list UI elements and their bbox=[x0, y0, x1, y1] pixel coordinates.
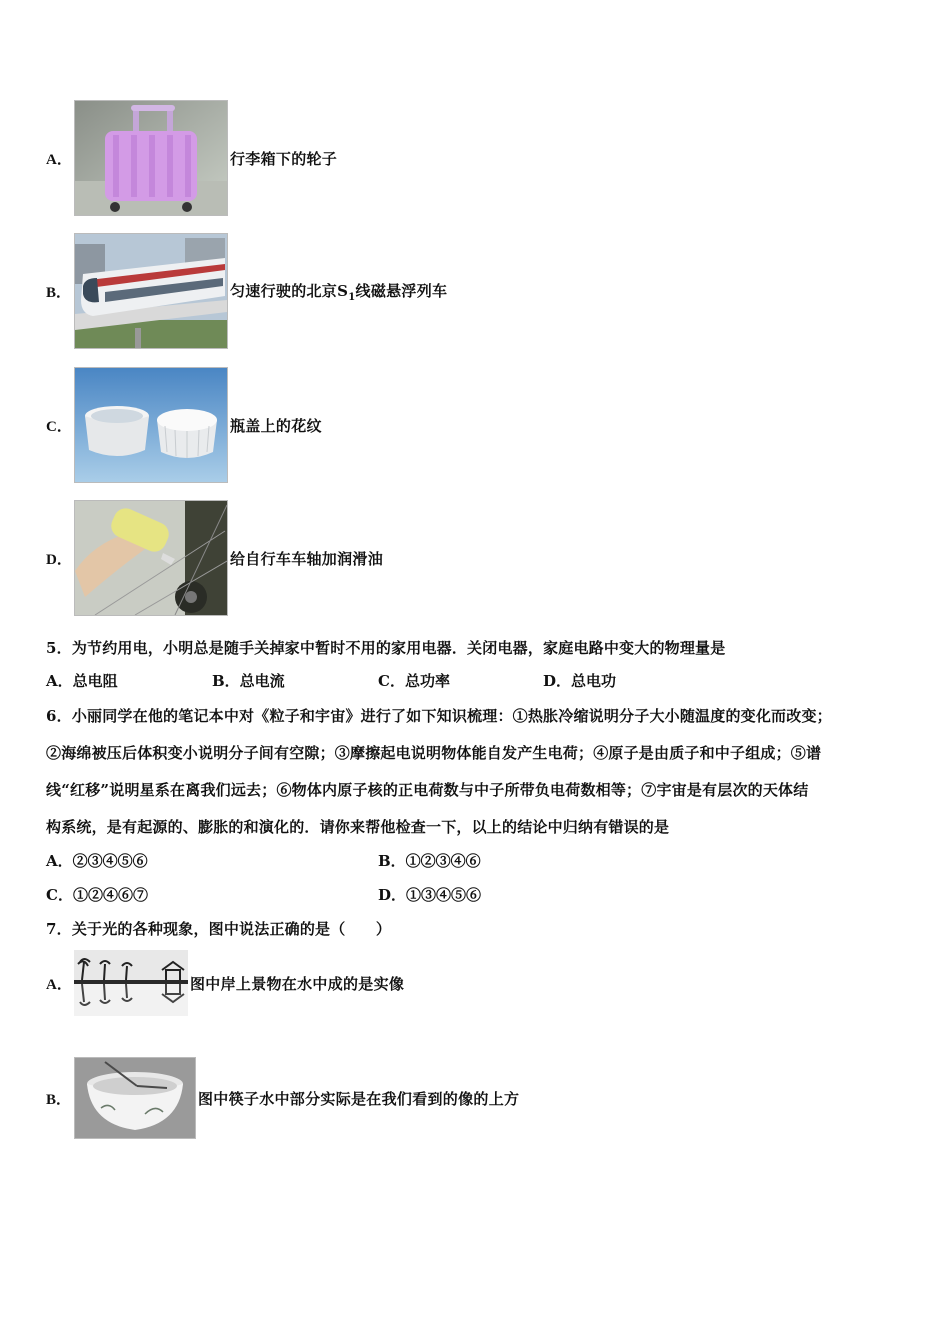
q6-line-3: 线“红移”说明星系在离我们远去；⑥物体内原子核的正电荷数与中子所带负电荷数相等；⑦宇宙是有层次的天体结 bbox=[46, 781, 809, 799]
chopstick-bowl-image bbox=[74, 1057, 196, 1139]
q7-option-a bbox=[46, 950, 404, 1016]
q7-option-b bbox=[46, 1057, 519, 1139]
q4-option-d bbox=[46, 500, 383, 616]
q7-stem: 7．关于光的各种现象，图中说法正确的是（ ） bbox=[46, 920, 392, 938]
q6-option-c: C．①②④⑥⑦ bbox=[46, 886, 148, 904]
q4-option-a bbox=[46, 100, 337, 216]
q5-stem: 5．为节约用电，小明总是随手关掉家中暂时不用的家用电器．关闭电器，家庭电路中变大的物理量是 bbox=[46, 639, 726, 657]
option-letter: A． bbox=[46, 151, 72, 168]
q6-line-1: 6．小丽同学在他的笔记本中对《粒子和宇宙》进行了如下知识梳理：①热胀冷缩说明分子大小随温度的变化而改变； bbox=[46, 707, 832, 725]
option-letter: C． bbox=[46, 418, 72, 435]
pink-suitcase-image bbox=[74, 100, 228, 216]
q5-option-a: A．总电阻 bbox=[46, 672, 118, 690]
q4-option-b bbox=[46, 233, 447, 349]
q6-option-a: A．②③④⑤⑥ bbox=[46, 852, 148, 870]
q5-option-d: D．总电功 bbox=[543, 672, 617, 690]
option-text: 匀速行驶的北京$S_1$线磁悬浮列车 bbox=[230, 281, 448, 303]
maglev-train-image bbox=[74, 233, 228, 349]
option-text: 瓶盖上的花纹 bbox=[230, 416, 322, 435]
option-text: 图中岸上景物在水中成的是实像 bbox=[190, 974, 405, 993]
q6-option-d: D．①③④⑤⑥ bbox=[378, 886, 482, 904]
q5-option-b: B．总电流 bbox=[212, 672, 285, 690]
bicycle-oiling-image bbox=[74, 500, 228, 616]
option-text: 给自行车车轴加润滑油 bbox=[230, 549, 384, 568]
option-letter: A． bbox=[46, 976, 72, 993]
option-text: 行李箱下的轮子 bbox=[230, 149, 338, 168]
option-text: 图中筷子水中部分实际是在我们看到的像的上方 bbox=[198, 1089, 520, 1108]
option-letter: D． bbox=[46, 551, 72, 568]
option-letter: B． bbox=[46, 1091, 72, 1108]
bottle-caps-image bbox=[74, 367, 228, 483]
q6-option-b: B．①②③④⑥ bbox=[378, 852, 481, 870]
option-letter: B． bbox=[46, 284, 72, 301]
q6-line-4: 构系统，是有起源的、膨胀的和演化的．请你来帮他检查一下，以上的结论中归纳有错误的是 bbox=[46, 818, 670, 836]
shore-reflection-image bbox=[74, 950, 188, 1016]
q4-option-c bbox=[46, 367, 322, 483]
q5-option-c: C．总功率 bbox=[378, 672, 450, 690]
q6-line-2: ②海绵被压后体积变小说明分子间有空隙；③摩擦起电说明物体能自发产生电荷；④原子是由质子和中子组成；⑤谱 bbox=[46, 744, 822, 762]
